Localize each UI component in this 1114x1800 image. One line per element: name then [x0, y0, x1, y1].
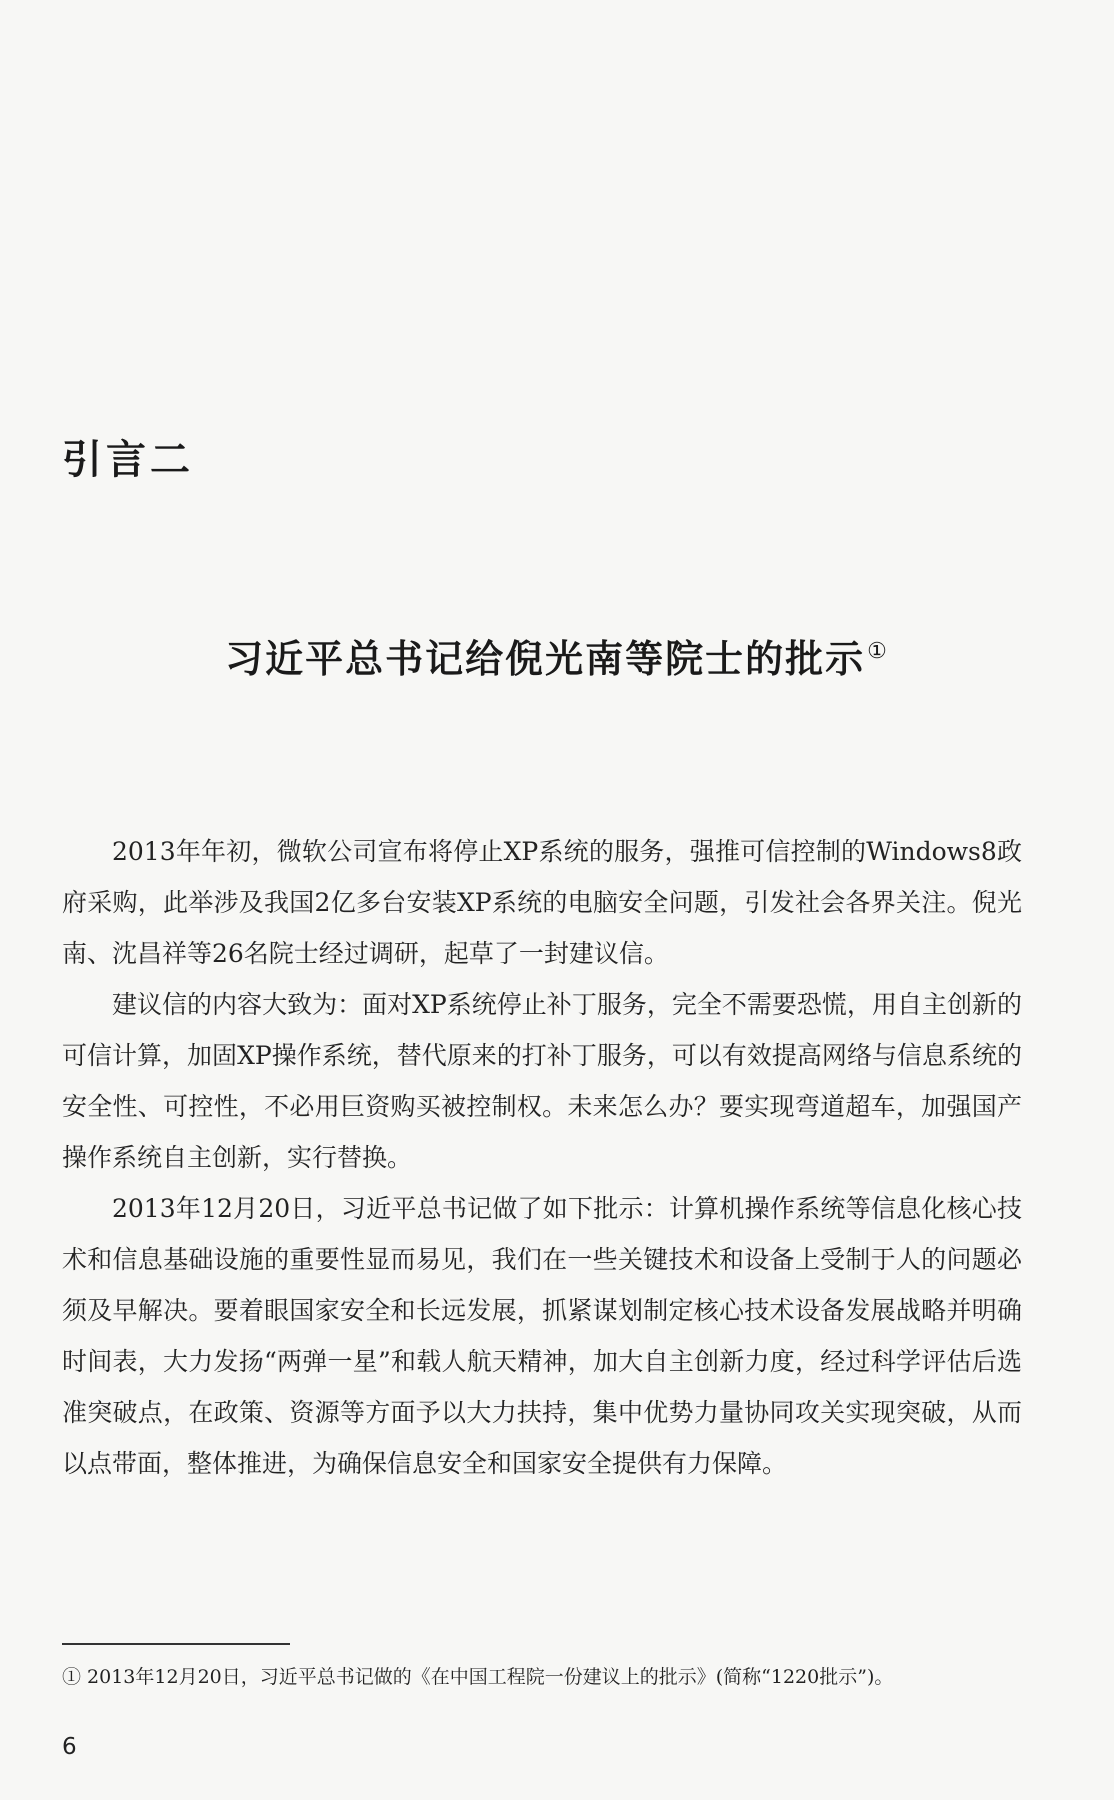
body-text	[62, 826, 1022, 1489]
section-label: 引言二	[62, 436, 194, 483]
footnote: ① 2013年12月20日，习近平总书记做的《在中国工程院一份建议上的批示》(简称“1220批示”)。	[62, 1666, 894, 1688]
article-title-text: 习近平总书记给倪光南等院士的批示	[225, 636, 866, 681]
footnote-marker[interactable]: ①	[867, 639, 889, 665]
article-title	[0, 628, 1114, 683]
page-number: 6	[62, 1734, 77, 1760]
paragraph-2: 建议信的内容大致为：面对XP系统停止补丁服务，完全不需要恐慌，用自主创新的可信计算，加固XP操作系统，替代原来的打补丁服务，可以有效提高网络与信息系统的安全性、可控性，不必用巨资购买被控制权。未来怎么办？要实现弯道超车，加强国产操作系统自主创新，实行替换。	[62, 990, 1022, 1172]
paragraph-1: 2013年年初，微软公司宣布将停止XP系统的服务，强推可信控制的Windows8政府采购，此举涉及我国2亿多台安装XP系统的电脑安全问题，引发社会各界关注。倪光南、沈昌祥等26名院士经过调研，起草了一封建议信。	[62, 837, 1022, 968]
footnote-divider	[62, 1643, 290, 1645]
paragraph-3: 2013年12月20日，习近平总书记做了如下批示：计算机操作系统等信息化核心技术和信息基础设施的重要性显而易见，我们在一些关键技术和设备上受制于人的问题必须及早解决。要着眼国家安全和长远发展，抓紧谋划制定核心技术设备发展战略并明确时间表，大力发扬“两弹一星”和载人航天精神，加大自主创新力度，经过科学评估后选准突破点，在政策、资源等方面予以大力扶持，集中优势力量协同攻关实现突破，从而以点带面，整体推进，为确保信息安全和国家安全提供有力保障。	[62, 1194, 1022, 1478]
